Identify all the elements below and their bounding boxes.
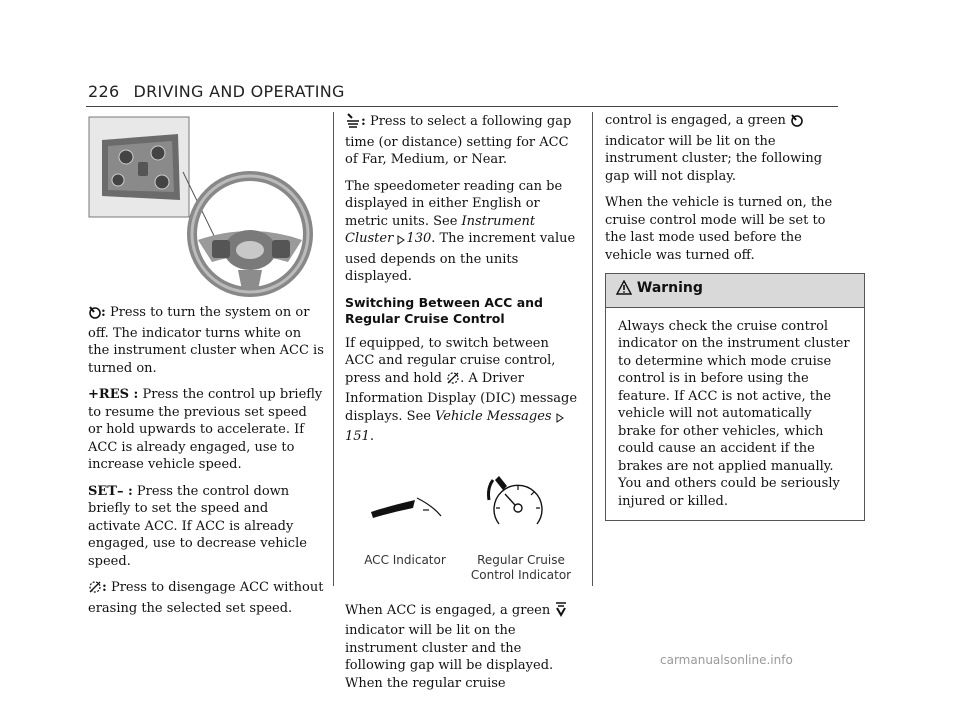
page-ref-130[interactable]: 130 (406, 231, 432, 246)
acc-indicator-icon (367, 482, 447, 532)
warning-triangle-icon (616, 280, 632, 301)
page-header (88, 82, 345, 101)
paragraph-acc-engaged: When ACC is engaged, a green indicator will be lit on the instrument cluster and the following gap will be displayed. When the regular cruise (345, 602, 581, 693)
regular-cruise-label: Regular Cruise Control Indicator (470, 552, 572, 582)
paragraph-regular-engaged: control is engaged, a green indicator will be lit on the instrument cluster; the following gap will not display. (605, 113, 823, 184)
cancel-icon (88, 580, 102, 600)
column-1 (88, 112, 324, 626)
page-ref-151[interactable]: 151 (345, 429, 370, 444)
text-on-off: Press to turn the system on or off. The indicator turns white on the instrument cluster when ACC is turned on. (88, 305, 324, 376)
column-divider-2 (592, 112, 593, 586)
link-vehicle-messages[interactable]: Vehicle Messages (435, 408, 552, 424)
subhead-switching: Switching Between ACC and Regular Cruise Control (345, 294, 543, 326)
paragraph-mode-memory: When the vehicle is turned on, the cruise control mode will be set to the last mode used before the vehicle was turned off. (605, 195, 833, 263)
section-title: DRIVING AND OPERATING (133, 82, 345, 101)
text-set: Press the control down briefly to set the speed and activate ACC. If ACC is already engaged, use to decrease vehicle speed. (88, 483, 307, 569)
cancel-icon (446, 371, 460, 391)
paragraph-gap (345, 112, 581, 169)
paragraph-cancel (88, 579, 324, 617)
column-divider-1 (333, 112, 334, 586)
link-instrument-cluster[interactable]: Instrument Cluster (345, 213, 536, 246)
warning-title: Warning (636, 280, 703, 296)
paragraph-set (88, 483, 324, 571)
paragraph-switching: If equipped, to switch between ACC and regular cruise control, press and hold . A Driver Information Display (DIC) message displays. See Vehicle Messages 151. (345, 335, 578, 444)
warning-body: Always check the cruise control indicator on the instrument cluster to determine which mode cruise control is in before using the feature. If ACC is not active, the vehicle will not automatically brake for other vehicles, which could cause an accident if the brakes are not applied manually. You and others could be seriously injured or killed. (618, 318, 850, 509)
regular-cruise-indicator-icon (485, 470, 551, 530)
cruise-on-off-icon (88, 305, 101, 325)
steering-wheel-illustration (88, 112, 322, 290)
label-cancel: : (102, 580, 107, 595)
acc-indicator-label: ACC Indicator (364, 552, 446, 567)
watermark: carmanualsonline.info (660, 653, 793, 667)
column-2 (345, 112, 581, 701)
warning-box (605, 273, 865, 521)
text-res: Press the control up briefly to resume the previous set speed or hold upwards to accelerate. If ACC is already engaged, use to increase vehicle speed. (88, 387, 323, 472)
paragraph-on-off (88, 304, 324, 377)
steering-wheel-controls-image (88, 112, 322, 298)
header-rule (86, 106, 838, 107)
cruise-green-indicator-icon (790, 113, 803, 133)
text-gap: Press to select a following gap time (or distance) setting for ACC of Far, Medium, or Near. (345, 114, 572, 167)
label-on-off: : (101, 305, 106, 320)
column-3 (605, 112, 850, 521)
paragraph-speedometer: The speedometer reading can be displayed in either English or metric units. See Instrument Cluster 130. The increment value used depends on the units displayed. (345, 178, 576, 284)
warning-header (606, 274, 864, 308)
text-cancel: Press to disengage ACC without erasing the selected set speed. (88, 580, 324, 616)
label-gap: : (361, 114, 366, 129)
paragraph-res (88, 386, 324, 474)
following-gap-icon (345, 112, 361, 134)
label-set: SET– : (88, 483, 133, 499)
indicator-figure (345, 460, 581, 592)
acc-green-indicator-icon (554, 602, 568, 623)
label-res: +RES : (88, 387, 139, 402)
page-number: 226 (88, 82, 120, 101)
page-reference-icon (556, 411, 565, 429)
